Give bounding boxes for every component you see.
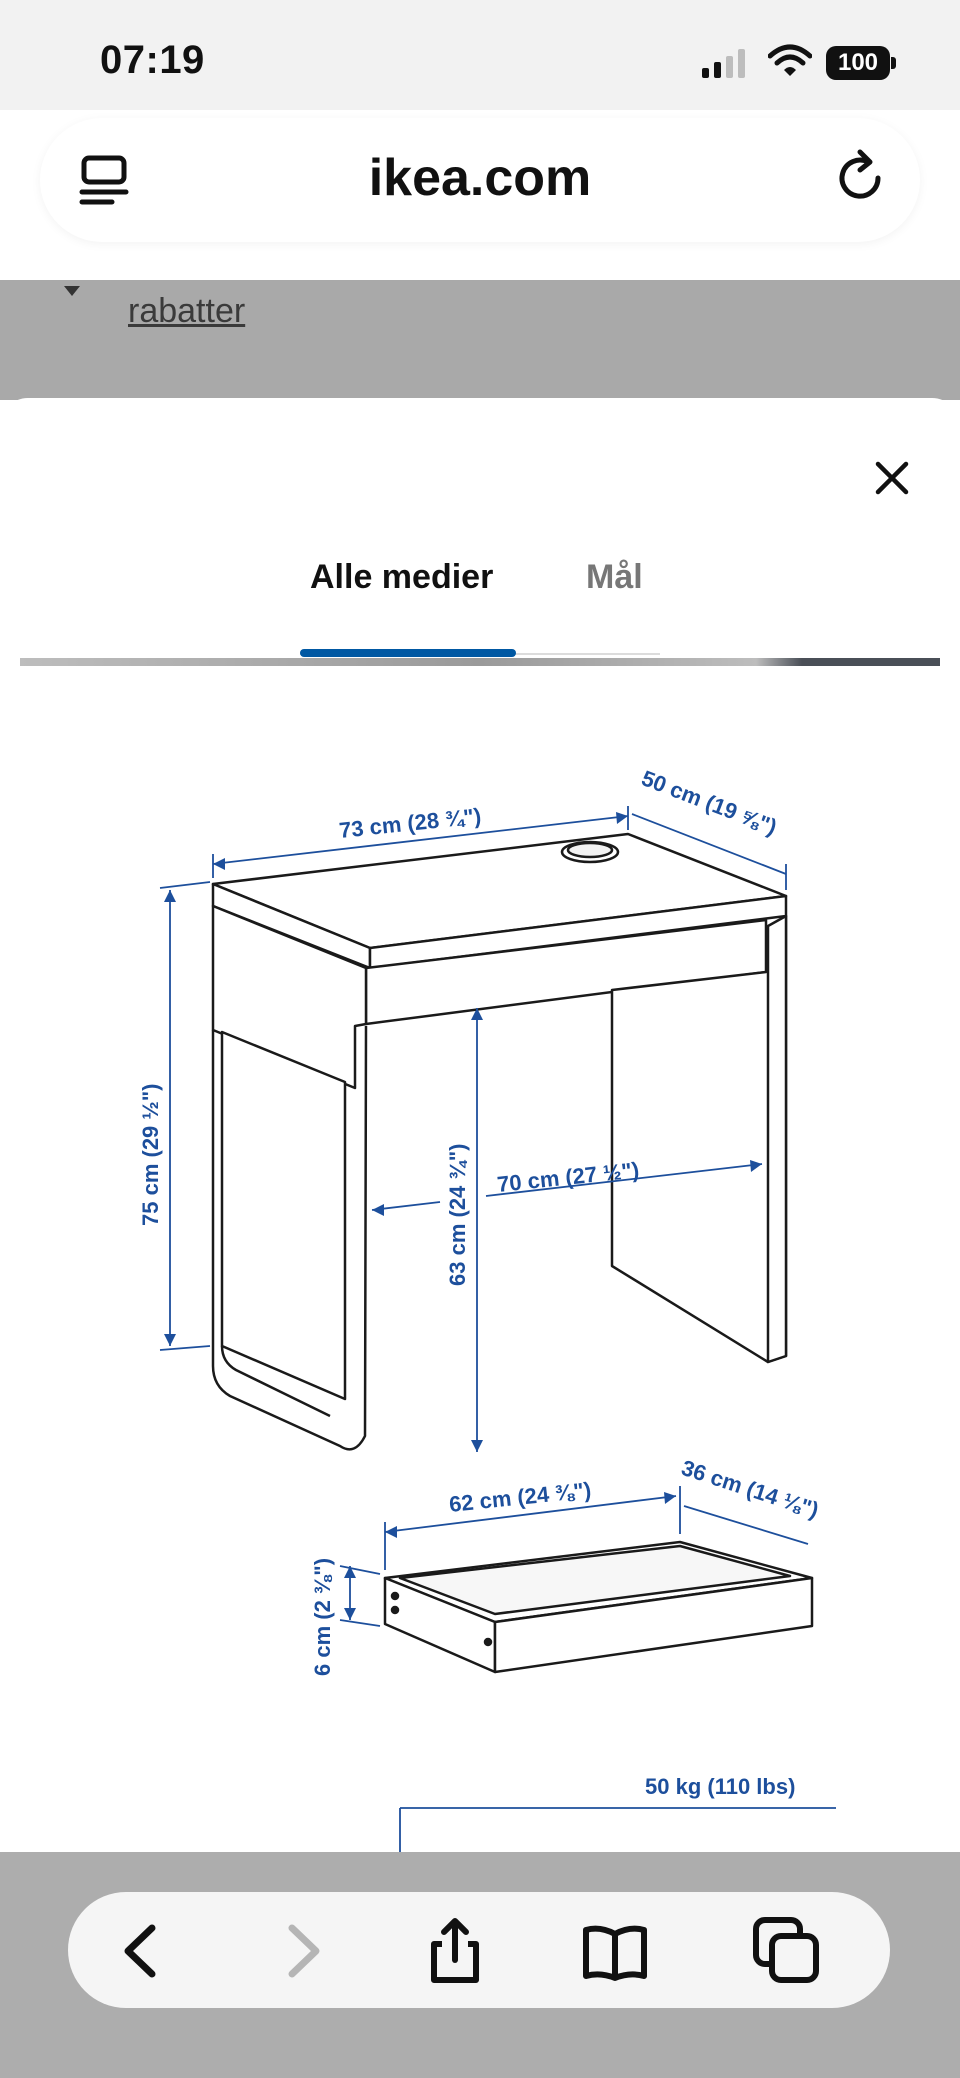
browser-toolbar [68,1892,890,2008]
address-bar[interactable] [40,118,920,242]
tab-all-media[interactable]: Alle medier [310,558,494,596]
bookmarks-icon[interactable] [580,1916,650,1986]
carousel-strip [20,658,940,666]
drawer-width-label: 62 cm (24 ⅜") [447,1477,593,1517]
url-text[interactable]: ikea.com [368,149,592,207]
reload-icon[interactable] [830,148,892,210]
close-icon[interactable] [862,448,922,508]
status-time: 07:19 [100,38,205,82]
tab-dimensions[interactable]: Mål [586,558,643,596]
forward-icon[interactable] [266,1916,336,1986]
drawer-depth-label: 36 cm (14 ⅛") [678,1454,822,1523]
wifi-icon [768,44,812,78]
cellular-signal-icon [700,48,750,78]
desk-height-label: 75 cm (29 ½") [138,1083,163,1226]
dimension-drawing [0,666,960,1852]
media-tabs [0,558,960,658]
leg-clearance-width-label: 70 cm (27 ½") [495,1157,641,1197]
status-bar [0,0,960,110]
drawer-illustration [385,1542,812,1672]
desk-illustration [213,834,786,1449]
share-icon[interactable] [420,1916,490,1986]
max-load-label: 50 kg (110 lbs) [645,1774,796,1799]
page-behind-overlay [0,280,960,400]
max-load-line [400,1808,836,1852]
back-icon[interactable] [108,1916,178,1986]
discounts-link: rabatter [128,292,246,330]
media-modal [0,398,960,1852]
leg-clearance-height-label: 63 cm (24 ¾") [445,1143,470,1286]
battery-level: 100 [826,46,890,80]
battery-icon [826,46,896,80]
tabs-icon[interactable] [752,1916,822,1986]
desk-width-label: 73 cm (28 ¾") [337,803,483,843]
active-tab-indicator [300,649,516,657]
desk-depth-label: 50 cm (19 ⅝") [638,765,781,840]
drawer-height-label: 6 cm (2 ⅜") [310,1557,335,1676]
bullet-icon [62,284,82,298]
